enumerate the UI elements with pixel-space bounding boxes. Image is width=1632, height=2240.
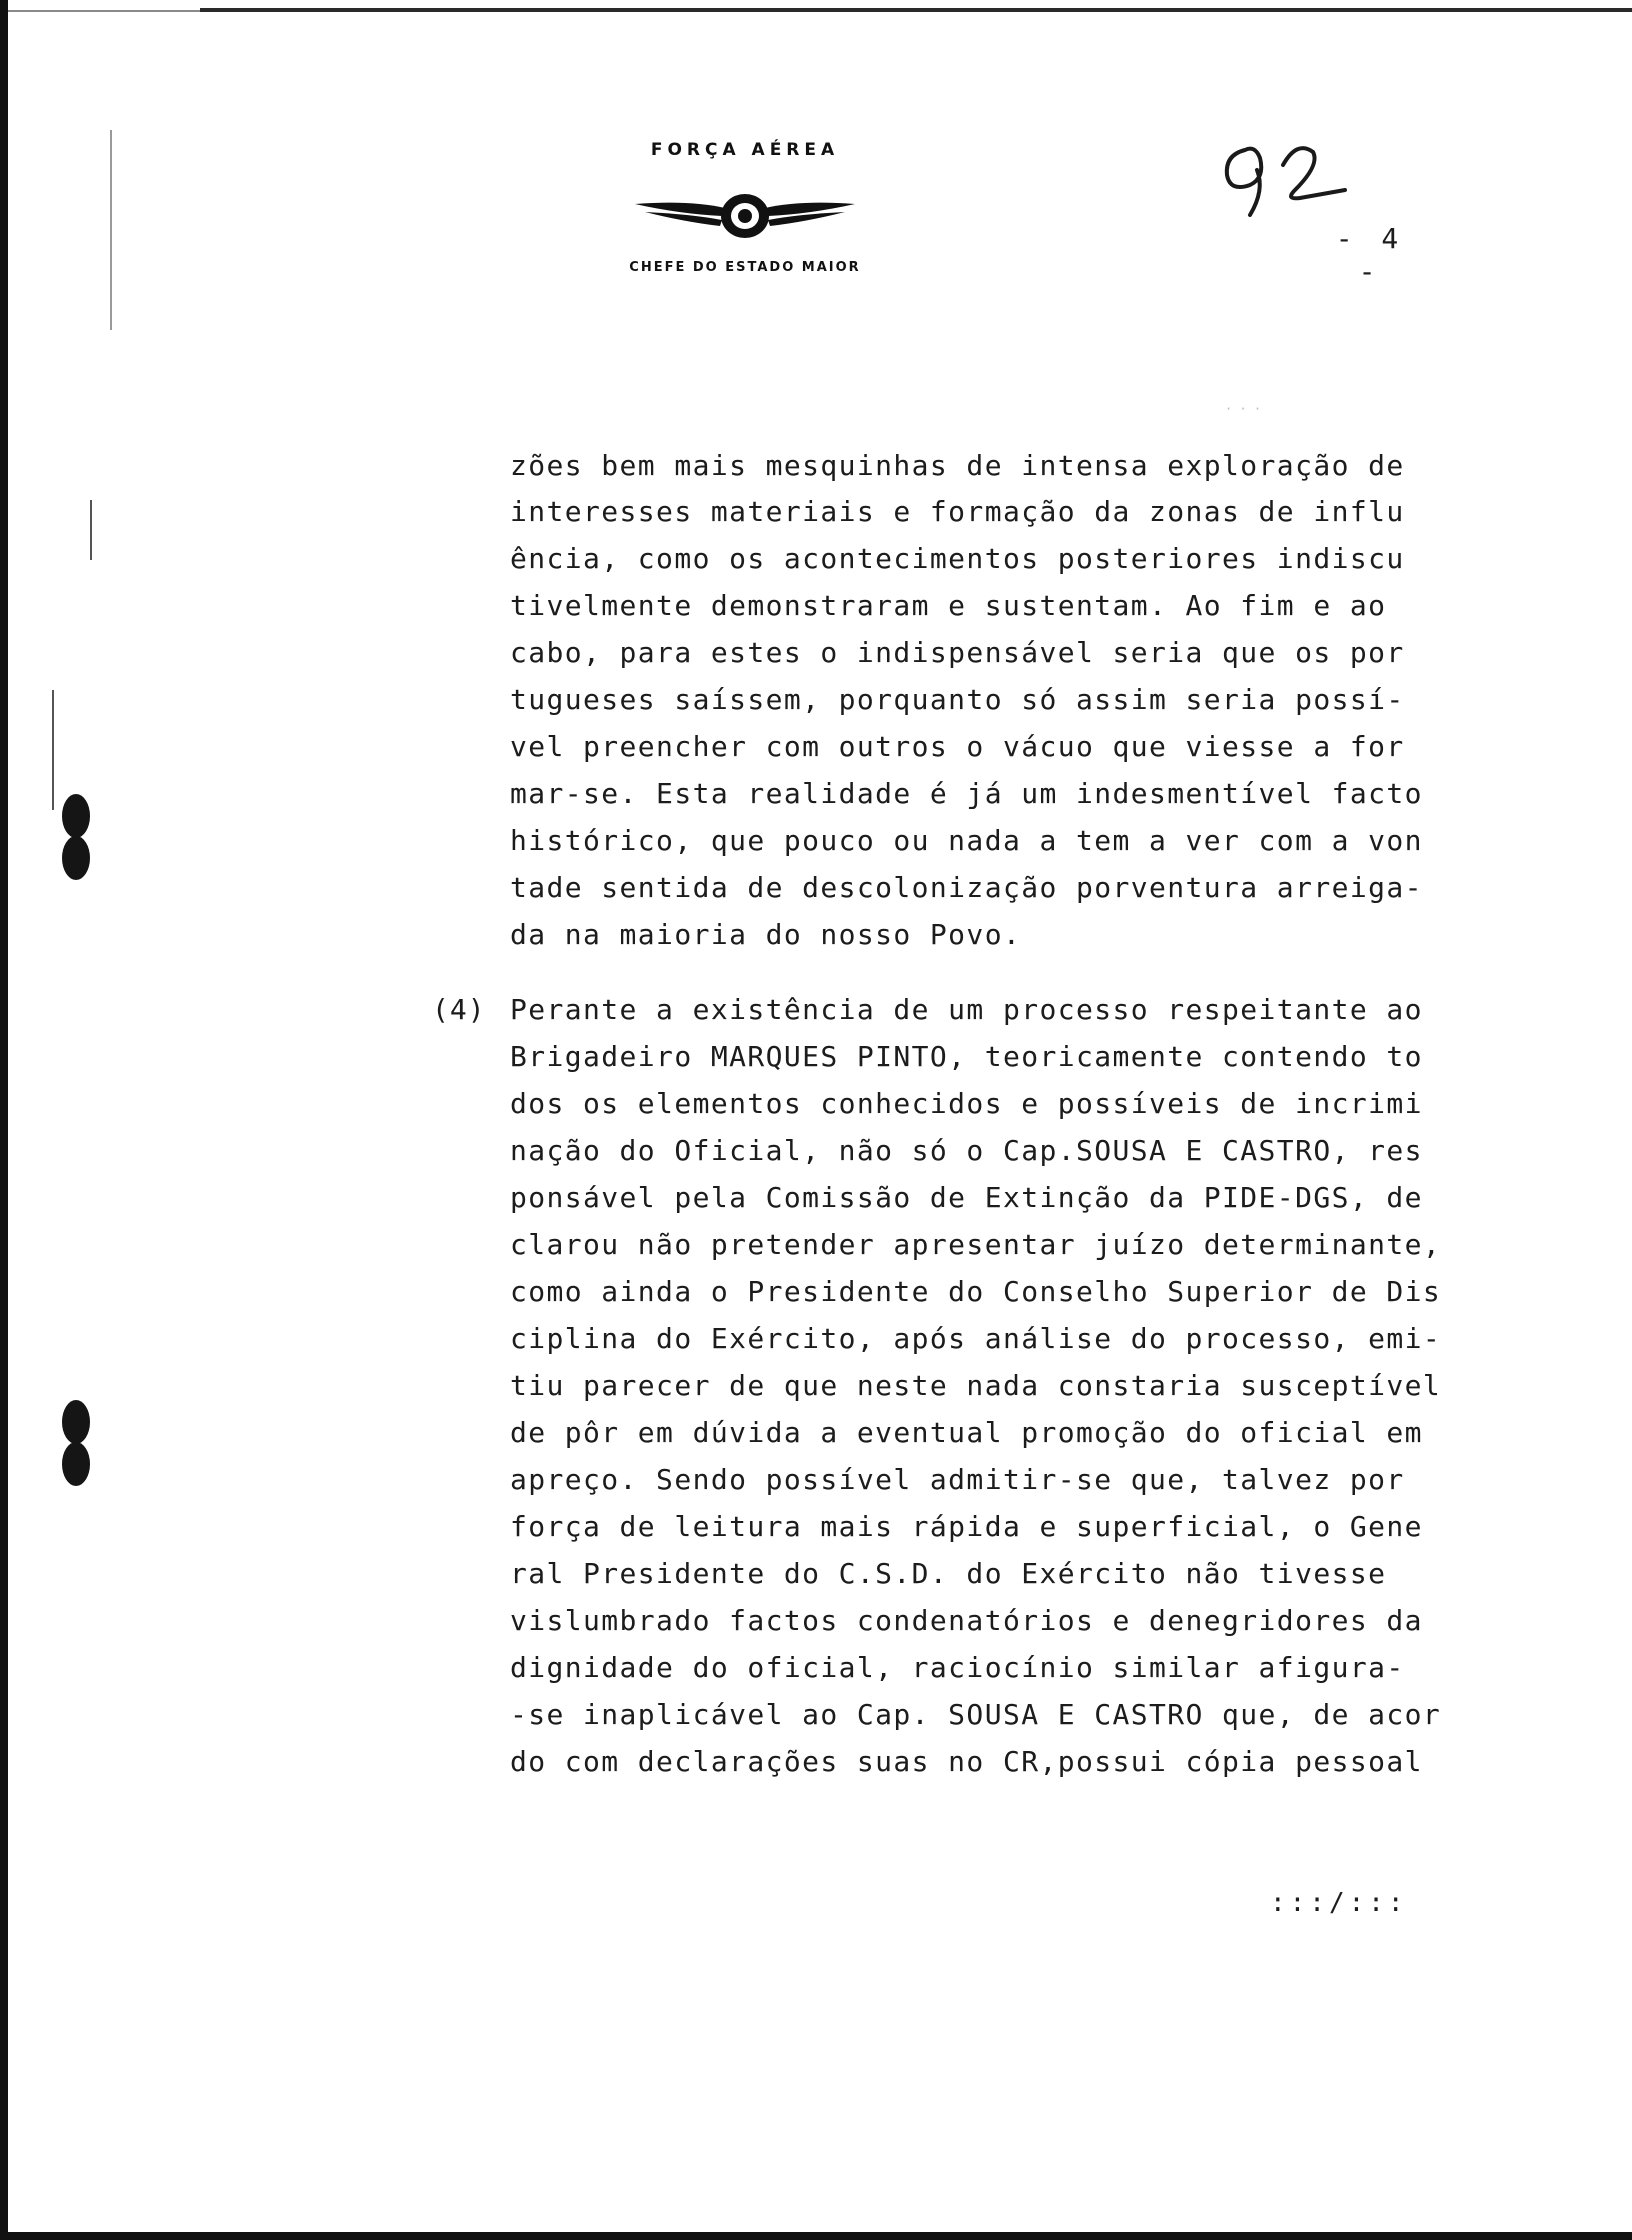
continuation-mark: :::/::: — [1270, 1888, 1408, 1918]
letterhead-title: FORÇA AÉREA — [650, 140, 840, 160]
text-line: tade sentida de descolonização porventura arreiga- — [510, 871, 1423, 904]
text-line: ponsável pela Comissão de Extinção da PIDE-DGS, de — [510, 1181, 1423, 1214]
scan-bottom-edge — [0, 2232, 1632, 2240]
scan-artifact — [110, 130, 112, 330]
text-line: apreço. Sendo possível admitir-se que, talvez por — [510, 1463, 1405, 1496]
text-line: clarou não pretender apresentar juízo determinante, — [510, 1228, 1442, 1261]
page-number: - 4 - — [1335, 222, 1405, 288]
text-line: histórico, que pouco ou nada a tem a ver com a von — [510, 824, 1423, 857]
scan-left-edge — [0, 0, 8, 2240]
text-line: ral Presidente do C.S.D. do Exército não tivesse — [510, 1557, 1387, 1590]
text-line: tugueses saíssem, porquanto só assim seria possí- — [510, 683, 1405, 716]
text-line: vel preencher com outros o vácuo que viesse a for — [510, 730, 1405, 763]
text-line: cabo, para estes o indispensável seria que os por — [510, 636, 1405, 669]
text-line: -se inaplicável ao Cap. SOUSA E CASTRO que, de acor — [510, 1698, 1442, 1731]
text-line: zões bem mais mesquinhas de intensa exploração de — [510, 449, 1405, 482]
text-line: tiu parecer de que neste nada constaria susceptível — [510, 1369, 1442, 1402]
paragraph-number: (4) — [432, 993, 486, 1026]
text-line: ência, como os acontecimentos posteriores indiscu — [510, 542, 1405, 575]
text-line: ciplina do Exército, após análise do processo, emi- — [510, 1322, 1442, 1355]
faint-stamp-mark: · · · — [1225, 402, 1262, 416]
letterhead-subtitle: CHEFE DO ESTADO MAIOR — [629, 260, 861, 275]
text-line: dos os elementos conhecidos e possíveis de incrimi — [510, 1087, 1423, 1120]
air-force-wings-emblem — [630, 182, 860, 242]
punch-hole — [62, 836, 90, 880]
text-line: tivelmente demonstraram e sustentam. Ao fim e ao — [510, 589, 1387, 622]
punch-hole — [62, 794, 90, 838]
text-line: mar-se. Esta realidade é já um indesmentível facto — [510, 777, 1423, 810]
punch-hole — [62, 1442, 90, 1486]
punch-hole — [62, 1400, 90, 1444]
text-line: do com declarações suas no CR,possui cópia pessoal — [510, 1745, 1423, 1778]
text-line: como ainda o Presidente do Conselho Superior de Dis — [510, 1275, 1442, 1308]
handwritten-page-number — [1205, 130, 1365, 220]
text-line: Perante a existência de um processo respeitante ao — [510, 993, 1423, 1026]
scan-top-edge — [200, 8, 1632, 12]
text-line: nação do Oficial, não só o Cap.SOUSA E CASTRO, res — [510, 1134, 1423, 1167]
scan-artifact — [52, 690, 54, 810]
text-line: da na maioria do nosso Povo. — [510, 918, 1022, 951]
text-line: dignidade do oficial, raciocínio similar afigura- — [510, 1651, 1405, 1684]
letterhead — [600, 130, 890, 290]
text-line: Brigadeiro MARQUES PINTO, teoricamente contendo to — [510, 1040, 1423, 1073]
text-line: vislumbrado factos condenatórios e denegridores da — [510, 1604, 1423, 1637]
scan-top-edge-faint — [0, 10, 200, 12]
text-line: interesses materiais e formação da zonas de influ — [510, 495, 1405, 528]
text-line: força de leitura mais rápida e superficial, o Gene — [510, 1510, 1423, 1543]
text-line: de pôr em dúvida a eventual promoção do oficial em — [510, 1416, 1423, 1449]
scan-artifact — [90, 500, 92, 560]
